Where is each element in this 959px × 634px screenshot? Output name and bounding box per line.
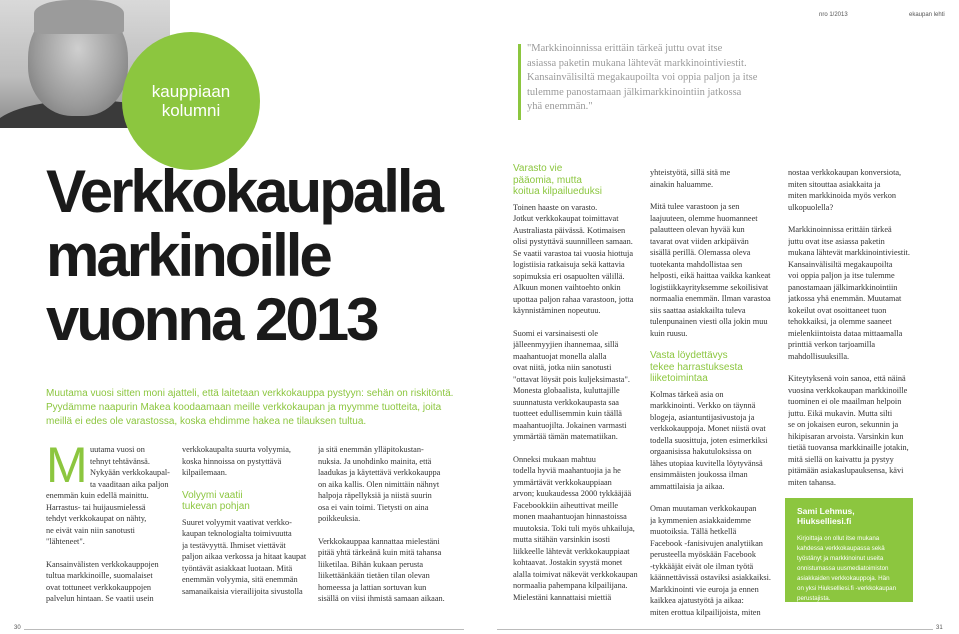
body-line: todella hyviä maahantuojia ja he	[513, 466, 621, 475]
body-line: Australiasta päivässä. Kotimaisen	[513, 225, 626, 235]
body-line: todella suosittuja, joten esimerkiksi	[650, 435, 768, 445]
bio-line: työstänyt ja markkinoinut useita	[797, 555, 884, 562]
article-lead	[46, 387, 486, 429]
body-line: muutoksia. Toki tuli myös uhkailuja,	[513, 523, 635, 533]
body-line: paljon aikaa verkossa ja hitaat kaupat	[182, 552, 307, 561]
badge-line-2: kolumni	[161, 101, 221, 120]
body-line: Toinen haaste on varasto.	[513, 202, 598, 212]
body-line: tuotteet edullisemmin kuin täällä	[513, 409, 622, 418]
body-line: Mielestäni kannattaisi miettiä	[513, 592, 612, 602]
body-line: kohtaavat. Jostakin syystä monet	[513, 558, 623, 567]
body-line: Onneksi mukaan mahtuu	[513, 454, 596, 464]
body-line: maahantuojat monella alalla	[513, 351, 607, 361]
body-line: Alkuun monen vaihtoehto onkin	[513, 283, 621, 292]
subheading-line: tukevan pohjan	[182, 501, 250, 512]
body-line: Kansainvälisiltä megakaupoilta	[788, 259, 893, 269]
body-line: juttu. Eikä mukavin. Mutta silti	[788, 408, 893, 418]
body-line: koska hinnoissa on pystyttävä	[182, 456, 282, 466]
dropcap-paragraph	[46, 437, 176, 548]
subheading-line: tekee harrastuksesta	[650, 361, 743, 373]
bio-line: perustajista.	[797, 595, 831, 602]
subheading-line: Varasto vie	[513, 163, 563, 174]
body-line: ymmärtää tämän matematiikan.	[513, 432, 618, 441]
body-line: Markkinoinnissa erittäin tärkeä	[788, 225, 892, 234]
subheading	[513, 163, 655, 198]
subheading	[182, 490, 314, 513]
body-line: ymmärtävät verkkokauppiaan	[513, 477, 612, 487]
body-line: -tykkääjät eivät ole ilman työtä	[650, 561, 754, 571]
body-line: logistiisia ratkaisuja sekä kattavia	[513, 260, 625, 269]
body-line: mutta sitähän varsinkin isosti	[513, 535, 611, 544]
body-line: palautteen olevan hyvää kun	[650, 225, 745, 234]
body-line: on aika kallis. Olen nimittäin nähnyt	[318, 479, 440, 489]
body-line: sopimuksia eri osapuolten välillä.	[513, 271, 625, 281]
body-line: tehnyt tehtävänsä.	[90, 456, 150, 466]
text-column-1	[46, 437, 176, 605]
text-column-2	[182, 444, 314, 597]
body-line: blogeja, asiantuntijasivustoja ja	[650, 412, 755, 422]
body-line: ainakin haluamme.	[650, 179, 714, 189]
body-line: mielenkiintoista dataa mittaamalla	[788, 328, 903, 338]
lead-line: meillä ei edes ole varastossa, koska ehdimme hakea ne tilauksen tultua.	[46, 416, 367, 427]
quote-line: asiassa paketin mukana lähtevät markkinointiviestit.	[527, 57, 747, 69]
body-line: halpoja räpellyksiä ja niistä suurin	[318, 491, 432, 500]
issue-number: nro 1/2013	[819, 12, 848, 18]
body-line: markkinointi. Verkko on täynnä	[650, 401, 756, 410]
body-line: normaalia enemmän. Ilman varastoa	[650, 294, 771, 303]
photo-hair	[34, 0, 124, 34]
title-line-3: vuonna 2013	[46, 286, 377, 353]
body-line: samanaikaisia vierailijoita sivustolla	[182, 586, 303, 596]
body-line: jatkossa yhä enemmän. Muutamat	[788, 294, 902, 303]
bio-line: kahdessa verkkokaupassa sekä	[797, 545, 885, 552]
body-line: kuin ruusu.	[650, 328, 688, 338]
text-column-6	[788, 167, 933, 488]
publication-name: ekaupan lehti	[909, 12, 945, 18]
body-line: nuksia. Ja unohdinko mainita, että	[318, 456, 432, 466]
body-line: panostamaan jälkimarkkinointiin	[788, 282, 898, 292]
dropcap: M	[46, 437, 88, 493]
body-line: maahantuojilta. Jokainen varmasti	[513, 420, 627, 430]
subheading-line: koitua kilpailueduksi	[513, 186, 602, 197]
body-line: ja sitä enemmän ylläpitokustan-	[318, 445, 424, 454]
body-line: Facebookkiin aiheuttivat meille	[513, 500, 619, 510]
body-line: Suuret volyymit vaativat verkko-	[182, 517, 292, 527]
body-line: siis saattaa asiakkailta tuleva	[650, 305, 746, 315]
body-line: tavarat ovat viiden arkipäivän	[650, 236, 749, 246]
subheading-line: liiketoimintaa	[650, 373, 708, 384]
body-line: Se vaatii varastoa tai vuosia hiottuja	[513, 248, 634, 258]
body-line: kilpailemaan.	[182, 468, 227, 477]
quote-line: yhä enemmän."	[527, 101, 593, 112]
body-line: Suomi ei varsinaisesti ole	[513, 328, 599, 338]
article-title	[46, 160, 441, 352]
body-line: sisällä on viisi ihmistä samaan aikaan.	[318, 594, 445, 603]
body-line: tultua markkinoille, suomalaiset	[46, 571, 153, 580]
body-line: liikkeelle lähtevät verkkokauppiaat	[513, 546, 630, 556]
body-line: uutama vuosi on	[90, 445, 145, 454]
body-line: tuominen ei ole maailman helpoin	[788, 397, 902, 406]
body-line: orgaanisissa hakutuloksissa on	[650, 447, 752, 456]
body-line: poikkeuksia.	[318, 514, 361, 523]
body-line: vuosina verkkokaupan markkinoille	[788, 385, 908, 395]
subheading	[650, 350, 790, 385]
body-line: nostaa verkkokaupan konversiota,	[788, 168, 902, 177]
title-line-1: Verkkokaupalla	[46, 158, 441, 225]
body-line: pitää yhtä tärkeänä kuin mitä tahansa	[318, 548, 442, 557]
subheading-line: pääomia, mutta	[513, 174, 582, 186]
body-line: ovat niitä, jotka niin sanotusti	[513, 363, 612, 372]
body-line: logistiikkayrityksemme sekoilisivat	[650, 282, 769, 292]
body-line: mukana lähtevät markkinointiviestit.	[788, 248, 910, 257]
body-line: sisällä perillä. Olemassa oleva	[650, 248, 751, 257]
body-line: pitämään asiakaslupauksensa, kävi	[788, 466, 904, 475]
body-line: ja testävyyttä. Ihmiset viettävät	[182, 540, 286, 550]
badge-line-1: kauppiaan	[151, 82, 231, 101]
body-line: jälleenmyyjien ihannemaa, sillä	[513, 340, 619, 349]
body-line: kaupan teknologialta toimivuutta	[182, 529, 292, 538]
body-line: miten erottua kilpailijoista, miten	[650, 607, 761, 617]
title-line-2: markinoille	[46, 222, 330, 289]
body-line: muotoiksia. Tällä hetkellä	[650, 527, 737, 536]
body-line: käännettävissä ostaviksi asiakkaiksi.	[650, 573, 771, 582]
body-line: Kolmas tärkeä asia on	[650, 389, 724, 399]
body-line: ne eivät vain niin sanotusti	[46, 525, 135, 535]
body-line: liiketilaa. Bihän kukaan perusta	[318, 559, 424, 569]
body-line: ta vaaditaan aika paljon	[90, 479, 169, 489]
body-line: alalla toimivat näkevät verkkokaupan	[513, 569, 638, 579]
footer-rule-right	[497, 629, 933, 630]
body-line: ensimmäisten joukossa ilman	[650, 470, 748, 479]
body-line: Kansainvälisten verkkokauppojen	[46, 559, 159, 569]
body-line: miten markkinoida myös verkon	[788, 191, 897, 200]
pull-quote	[527, 42, 817, 115]
body-line: normaalia pahempana kilpailijana.	[513, 581, 628, 590]
body-line: tehdyt verkkokaupat on nähty,	[46, 514, 147, 523]
lead-line: Pyydämme naapurin Makea koodaamaan meille verkkokaupan ja myymme tuotteita, joita	[46, 402, 442, 413]
left-page-number: 30	[14, 625, 21, 631]
body-line: Jotkut verkkokaupat toimittavat	[513, 214, 619, 223]
body-line: kaikkea ajatustyötä ja aikaa:	[650, 596, 744, 605]
body-line: ulkopuolella?	[788, 202, 834, 212]
body-line: helposti, eikä haittaa vaikka kankeat	[650, 271, 771, 280]
body-line: Mitä tulee varastoon ja sen	[650, 202, 740, 211]
body-line: verkkokauppoja. Monet niistä ovat	[650, 424, 766, 433]
body-line: juttu ovat itse asiassa paketin	[788, 236, 885, 246]
body-line: suunnatusta verkkokaupasta saa	[513, 397, 619, 407]
quote-line: "Markkinoinnissa erittäin tärkeä juttu ovat itse	[527, 43, 723, 54]
text-column-3	[318, 444, 458, 605]
body-line: olisi pystyttävä suunnilleen samaan.	[513, 237, 633, 246]
body-line: kokeilut ovat osoittaneet tuon	[788, 305, 887, 315]
body-line: miten sitouttaa asiakkaita ja	[788, 179, 881, 189]
body-line: tietää tuovansa markkinaille jotakin,	[788, 443, 909, 452]
footer-rule-left	[24, 629, 464, 630]
column-badge	[122, 32, 260, 170]
body-line: liikettäänkään tietäen tilan olevan	[318, 571, 430, 580]
text-column-5	[650, 167, 790, 618]
body-line: laadukas ja käytettävä verkkokauppa	[318, 468, 441, 477]
bio-line: asiakkaiden verkkokauppoja. Hän	[797, 575, 890, 582]
body-line: Verkkokauppaa kannattaa mielestäni	[318, 536, 440, 546]
body-line: ammattilaisia ja aikaa.	[650, 481, 725, 491]
body-line: "lähteneet".	[46, 537, 85, 546]
body-line: Nykyään verkkokaupal-	[90, 468, 170, 477]
body-line: työntävät asiakkaat luotaan. Mitä	[182, 563, 293, 573]
body-line: mahdollisuuksilla.	[788, 351, 850, 361]
body-line: tehokkaiksi, ja olemme saaneet	[788, 317, 892, 326]
quote-bar	[518, 44, 521, 120]
body-line: Kiteytyksenä voin sanoa, että näinä	[788, 374, 906, 383]
lead-line: Muutama vuosi sitten moni ajatteli, että laitetaan verkkokauppa pystyyn: sehän on riskitöntä.	[46, 388, 454, 399]
body-line: yhteistyötä, sillä sitä me	[650, 168, 731, 177]
author-bio-box	[785, 498, 913, 602]
body-line: miten tahansa.	[788, 477, 836, 487]
body-line: lähes utopiaa kuvitella löytyvänsä	[650, 458, 763, 468]
right-page-number: 31	[936, 625, 943, 631]
body-line: Monesta globaalista, kuluttajille	[513, 386, 620, 395]
body-line: ovat tottuneet verkkokauppojen	[46, 582, 152, 592]
body-line: Oman muutaman verkkokaupan	[650, 504, 757, 513]
body-line: ja kymmenien asiakkaidemme	[650, 515, 751, 525]
body-line: perusteella myöskään Facebook	[650, 550, 756, 559]
body-line: tulenpunainen viesti olla jokin muu	[650, 317, 768, 326]
body-line: laajuuteen, olemme huomanneet	[650, 213, 758, 223]
body-line: Markkinointi vie euroja ja ennen	[650, 584, 759, 594]
text-column-4	[513, 163, 655, 603]
body-line: verkkokaupalta suurta volyymia,	[182, 445, 291, 454]
body-line: se on jokaisen euron, sekunnin ja	[788, 420, 899, 429]
body-line: mitä siellä on kaivattu ja pystyy	[788, 454, 894, 464]
body-line: enemmän kuin edellä mainittu.	[46, 491, 149, 500]
bio-line: Kirjoittaja on ollut itse mukana	[797, 535, 880, 542]
body-line: Harrastus- tai huijausmielessä	[46, 502, 146, 512]
body-line: käynnistäminen nopeutuu.	[513, 306, 601, 315]
author-name: Sami Lehmus, Hiukselliesi.fi	[797, 506, 855, 526]
body-line: osa ei vain toimi. Tietysti on aina	[318, 502, 429, 512]
body-line: palvelun hintaan. Se vaatii usein	[46, 594, 154, 603]
body-line: tuotekanta mahdollistaa sen	[650, 259, 743, 269]
body-line: monen maahantuojan hinnastoissa	[513, 512, 627, 521]
body-line: "ottavat löysät pois kuljeksimasta".	[513, 374, 630, 384]
body-line: enemmän volyymia, sitä enemmän	[182, 575, 298, 584]
bio-line: on yksi Hiukselliesi.fi -verkkokaupan	[797, 585, 897, 592]
subheading-line: Volyymi vaatii	[182, 489, 243, 501]
body-line: homeessa ja lattian sortuvan kun	[318, 582, 427, 592]
body-line: upottaa paljon rahaa varastoon, jotta	[513, 294, 634, 304]
bio-line: onnistumassa uusmediatoimiston	[797, 565, 889, 572]
quote-line: tulemme panostamaan jälkimarkkinointiin jatkossa	[527, 86, 742, 98]
subheading-line: Vasta löydettävys	[650, 350, 728, 361]
body-line: Facebook -fanisivujen analytiikan	[650, 538, 763, 548]
body-line: arvon; kuukaudessa 2000 tykkääjää	[513, 489, 632, 498]
quote-line: Kansainvälisiltä megakaupoilta voi oppia paljon ja itse	[527, 72, 758, 83]
body-line: voi oppia paljon ja itse tulemme	[788, 271, 895, 280]
body-line: printtiä verkon tarjoamilla	[788, 340, 876, 349]
body-line: hikipisaran arvoista. Varsinkin kun	[788, 431, 904, 441]
